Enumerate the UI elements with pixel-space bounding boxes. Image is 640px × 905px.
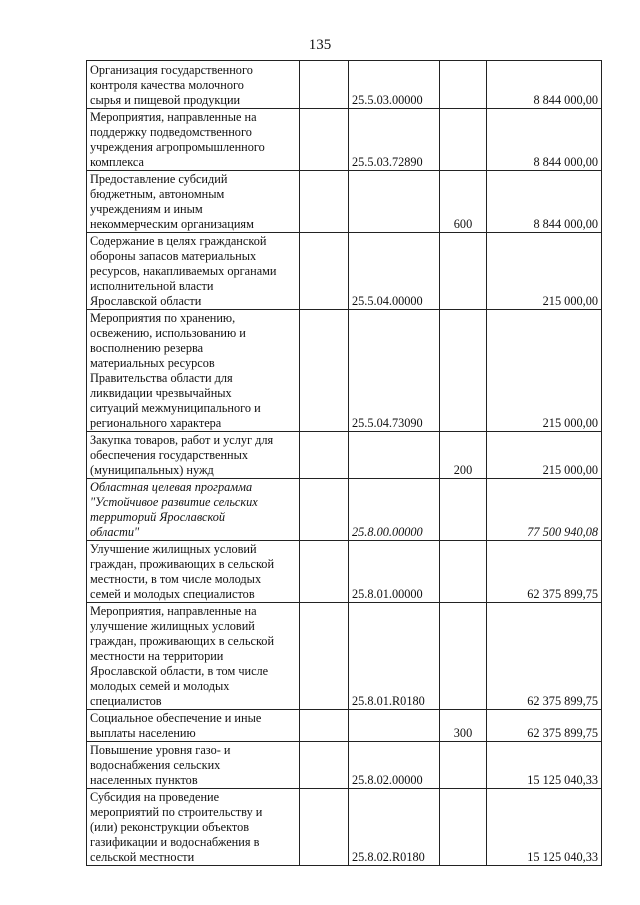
row-name: Закупка товаров, работ и услуг для обеспечения государственных (муниципальных) нужд — [87, 432, 300, 479]
row-blank-cell — [300, 109, 349, 171]
row-expense-type — [440, 310, 487, 432]
row-name: Социальное обеспечение и иные выплаты населению — [87, 710, 300, 742]
row-name: Мероприятия по хранению, освежению, использованию и восполнению резерва материальных ресурсов Правительства области для ликвидации чрезвычайных ситуаций межмуниципального и регионального характера — [87, 310, 300, 432]
row-code — [349, 710, 440, 742]
row-code: 25.8.02.00000 — [349, 742, 440, 789]
row-blank-cell — [300, 432, 349, 479]
row-amount: 62 375 899,75 — [487, 603, 602, 710]
row-amount: 15 125 040,33 — [487, 742, 602, 789]
row-blank-cell — [300, 233, 349, 310]
table-row — [87, 710, 602, 742]
row-expense-type: 300 — [440, 710, 487, 742]
row-amount: 62 375 899,75 — [487, 710, 602, 742]
row-amount: 15 125 040,33 — [487, 789, 602, 866]
row-code: 25.8.01.00000 — [349, 541, 440, 603]
row-amount: 8 844 000,00 — [487, 61, 602, 109]
row-expense-type — [440, 109, 487, 171]
table-row — [87, 61, 602, 109]
row-blank-cell — [300, 789, 349, 866]
row-amount: 77 500 940,08 — [487, 479, 602, 541]
row-code: 25.8.01.R0180 — [349, 603, 440, 710]
row-amount: 8 844 000,00 — [487, 109, 602, 171]
row-name: Мероприятия, направленные на улучшение жилищных условий граждан, проживающих в сельской местности на территории Ярославской области, в том числе молодых семей и молодых специалистов — [87, 603, 300, 710]
row-name: Содержание в целях гражданской обороны запасов материальных ресурсов, накапливаемых органами исполнительной власти Ярославской области — [87, 233, 300, 310]
row-name: Мероприятия, направленные на поддержку подведомственного учреждения агропромышленного комплекса — [87, 109, 300, 171]
table-row — [87, 310, 602, 432]
row-name: Предоставление субсидий бюджетным, автономным учреждениям и иным некоммерческим организациям — [87, 171, 300, 233]
table-row — [87, 432, 602, 479]
budget-table — [86, 60, 602, 866]
row-name: Субсидия на проведение мероприятий по строительству и (или) реконструкции объектов газификации и водоснабжения в сельской местности — [87, 789, 300, 866]
row-code — [349, 432, 440, 479]
row-blank-cell — [300, 479, 349, 541]
row-blank-cell — [300, 603, 349, 710]
table-row — [87, 789, 602, 866]
row-code: 25.5.04.73090 — [349, 310, 440, 432]
row-amount: 62 375 899,75 — [487, 541, 602, 603]
row-amount: 215 000,00 — [487, 233, 602, 310]
row-blank-cell — [300, 710, 349, 742]
row-name: Повышение уровня газо- и водоснабжения сельских населенных пунктов — [87, 742, 300, 789]
table-row — [87, 603, 602, 710]
row-code — [349, 171, 440, 233]
table-row — [87, 171, 602, 233]
row-name: Улучшение жилищных условий граждан, проживающих в сельской местности, в том числе молодых семей и молодых специалистов — [87, 541, 300, 603]
row-name: Организация государственного контроля качества молочного сырья и пищевой продукции — [87, 61, 300, 109]
row-expense-type — [440, 742, 487, 789]
row-amount: 8 844 000,00 — [487, 171, 602, 233]
row-expense-type — [440, 603, 487, 710]
row-expense-type: 600 — [440, 171, 487, 233]
row-expense-type: 200 — [440, 432, 487, 479]
row-blank-cell — [300, 61, 349, 109]
row-code: 25.5.03.72890 — [349, 109, 440, 171]
table-row — [87, 479, 602, 541]
table-row — [87, 541, 602, 603]
budget-table-body — [87, 61, 602, 866]
row-code: 25.8.00.00000 — [349, 479, 440, 541]
row-code: 25.8.02.R0180 — [349, 789, 440, 866]
row-code: 25.5.04.00000 — [349, 233, 440, 310]
row-name: Областная целевая программа "Устойчивое развитие сельских территорий Ярославской области" — [87, 479, 300, 541]
table-row — [87, 742, 602, 789]
row-expense-type — [440, 61, 487, 109]
row-blank-cell — [300, 171, 349, 233]
row-blank-cell — [300, 541, 349, 603]
row-expense-type — [440, 479, 487, 541]
table-row — [87, 109, 602, 171]
page-number: 135 — [308, 37, 332, 53]
row-blank-cell — [300, 742, 349, 789]
row-amount: 215 000,00 — [487, 432, 602, 479]
row-expense-type — [440, 541, 487, 603]
row-blank-cell — [300, 310, 349, 432]
row-expense-type — [440, 233, 487, 310]
row-amount: 215 000,00 — [487, 310, 602, 432]
table-row — [87, 233, 602, 310]
row-expense-type — [440, 789, 487, 866]
row-code: 25.5.03.00000 — [349, 61, 440, 109]
